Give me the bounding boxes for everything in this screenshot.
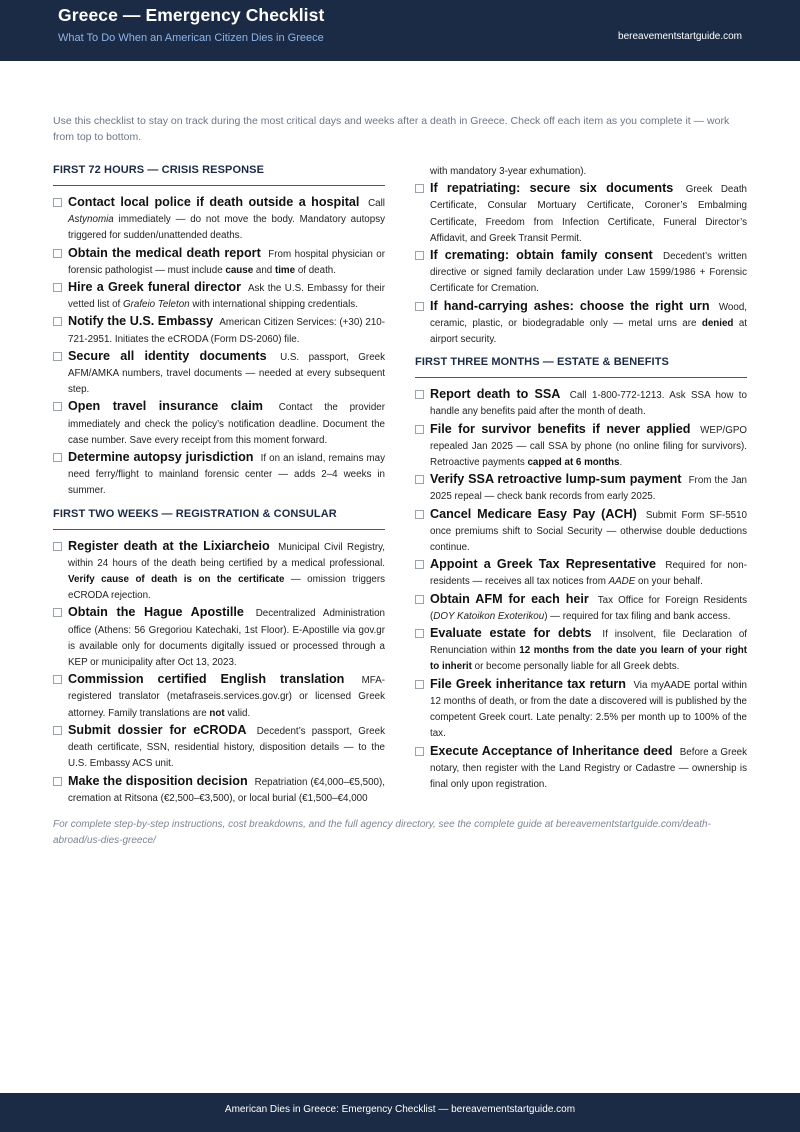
checklist-item	[415, 386, 747, 420]
checklist-item	[53, 398, 385, 449]
checklist-item-title: Cancel Medicare Easy Pay (ACH)	[430, 506, 637, 521]
checkbox[interactable]	[415, 560, 424, 569]
page-title: Greece — Emergency Checklist	[58, 5, 325, 25]
checkbox[interactable]	[415, 302, 424, 311]
checklist-item	[53, 671, 385, 722]
checklist-item-description: If insolvent, file Declaration of Renunciation within 12 months from the date you learn of your right to inherit or become personally liable for all Greek debts.	[430, 629, 747, 673]
checklist-item-title: Make the disposition decision	[68, 773, 248, 788]
section-heading-first-two-weeks: FIRST TWO WEEKS — REGISTRATION & CONSULAR	[53, 508, 385, 530]
checklist-item-title: If cremating: obtain family consent	[430, 248, 653, 263]
checklist-item-title: Notify the U.S. Embassy	[68, 314, 214, 329]
checklist-item	[53, 279, 385, 313]
checklist-item-description: Before a Greek notary, then register with the Land Registry or Cadastre — ownership is final only upon registration.	[430, 746, 748, 790]
checklist-item	[53, 449, 385, 500]
checklist-item-title: Secure all identity documents	[68, 348, 267, 363]
checklist-item-description: Call Astynomia immediately — do not move the body. Mandatory autopsy triggered for sudden/unattended deaths.	[68, 198, 385, 242]
checkbox[interactable]	[415, 510, 424, 519]
checklist-item	[415, 676, 747, 743]
checklist-item	[415, 180, 747, 247]
checklist-item-title: Obtain the Hague Apostille	[68, 605, 244, 620]
checklist-item-title: Hire a Greek funeral director	[68, 280, 242, 295]
checklist-item-description: Decentralized Administration office (Athens: 56 Gregoriou Katechaki, 1st Floor). E-Apostille via gov.gr is available only for documents digitally issued or processed through a KEP or municipality after Oct 13, 2023.	[68, 608, 386, 669]
checkbox[interactable]	[415, 680, 424, 689]
item-continuation: with mandatory 3-year exhumation).	[430, 166, 587, 177]
checkbox[interactable]	[53, 726, 62, 735]
checklist-first-72-hours	[53, 194, 385, 500]
checklist-item-title: Commission certified English translation	[68, 672, 345, 687]
checkbox[interactable]	[53, 777, 62, 786]
checkbox[interactable]	[53, 402, 62, 411]
checklist-item-description: MFA-registered translator (metafraseis.services.gov.gr) or licensed Greek attorney. Family translations are not valid.	[68, 675, 385, 719]
checklist-item	[415, 591, 747, 625]
checklist-item	[415, 247, 747, 298]
page-header	[0, 0, 800, 61]
checklist-item-description: Ask the U.S. Embassy for their vetted list of Grafeio Teleton with international shipping credentials.	[68, 283, 385, 311]
checkbox[interactable]	[53, 352, 62, 361]
checklist-item	[53, 245, 385, 279]
checklist-item-description: Tax Office for Foreign Residents (DOY Katoikon Exoterikou) — required for tax filing and bank access.	[430, 594, 748, 622]
checklist-item-title: Contact local police if death outside a hospital	[68, 195, 360, 209]
checkbox[interactable]	[53, 249, 62, 258]
checklist-item-description: Required for non-residents — receives all tax notices from AADE on your behalf.	[430, 560, 747, 588]
footer-text: American Dies in Greece: Emergency Checklist — bereavementstartguide.com	[224, 1104, 576, 1115]
checklist-item	[53, 538, 385, 605]
checkbox[interactable]	[53, 317, 62, 326]
checklist-item	[53, 194, 385, 245]
checkbox[interactable]	[415, 425, 424, 434]
checkbox[interactable]	[53, 608, 62, 617]
checklist-item-description: From hospital physician or forensic pathologist — must include cause and time of death.	[68, 248, 385, 276]
checklist-item-description: American Citizen Services: (+30) 210-721-2951. Initiates the eCRODA (Form DS-2060) file.	[68, 317, 385, 345]
checklist-item-title: Obtain the medical death report	[68, 245, 261, 260]
checklist-item-title: Register death at the Lixiarcheio	[68, 538, 270, 553]
checklist-item-description: U.S. passport, Greek AFM/AMKA numbers, travel documents — needed at every subsequent step.	[68, 351, 385, 396]
checklist-item	[53, 313, 385, 347]
checklist-item	[415, 421, 747, 472]
checklist-item	[53, 348, 385, 399]
checklist-item	[415, 556, 747, 590]
checklist-item-description: Greek Death Certificate, Consular Mortuary Certificate, Coroner’s Embalming Certificate, Freedom from Infection Certificate, Funeral Director’s Affidavit, and Greek Transit Permit.	[430, 184, 747, 244]
checklist-item-title: Execute Acceptance of Inheritance deed	[430, 743, 673, 758]
checkbox[interactable]	[415, 390, 424, 399]
checklist-first-two-weeks	[53, 538, 385, 807]
checklist-item-description: If on an island, remains may need ferry/flight to mainland forensic center — adds 2–4 weeks in summer.	[68, 453, 385, 497]
checklist-item	[53, 604, 385, 671]
checklist-item-title: Evaluate estate for debts	[430, 626, 592, 641]
checklist-item-title: File for survivor benefits if never applied	[430, 421, 691, 436]
checkbox[interactable]	[415, 475, 424, 484]
checklist-item-description: Repatriation (€4,000–€5,500), cremation at Ritsona (€2,500–€3,500), or local burial (€1,500–€4,000	[68, 776, 385, 804]
checklist-item-title: File Greek inheritance tax return	[430, 676, 626, 691]
checklist-item	[53, 773, 385, 807]
checklist-item-description: Wood, ceramic, plastic, or biodegradable only — metal urns are denied at airport security.	[430, 301, 747, 346]
page-footer	[0, 1093, 800, 1132]
checkbox[interactable]	[415, 629, 424, 638]
checklist-item-description: Municipal Civil Registry, within 24 hours of the death being certified by a medical professional. Verify cause of death is on the certificate — omission triggers eCRODA rejection.	[68, 541, 385, 602]
section-heading-first-three-months: FIRST THREE MONTHS — ESTATE & BENEFITS	[415, 356, 747, 378]
checklist-item-title: If hand-carrying ashes: choose the right urn	[430, 298, 710, 313]
checklist-item-title: Appoint a Greek Tax Representative	[430, 557, 656, 572]
site-link[interactable]: bereavementstartguide.com	[618, 31, 742, 42]
checklist-item-description: Via myAADE portal within 12 months of death, or from the date a discovered will is published by the competent Greek court. Late penalty: 2.5% per month up to 100% of the tax.	[430, 679, 747, 740]
checklist-item	[415, 298, 747, 349]
checklist-item-description: From the Jan 2025 repeal — check bank records from early 2025.	[430, 475, 747, 503]
page-subtitle: What To Do When an American Citizen Dies in Greece	[58, 32, 324, 44]
checkbox[interactable]	[53, 453, 62, 462]
checkbox[interactable]	[53, 198, 62, 207]
checklist-first-two-weeks-continued	[415, 180, 747, 348]
checklist-item-description: Decedent’s written directive or signed family declaration under Law 1599/1986 + Forensic Certificate for Cremation.	[430, 251, 747, 295]
checkbox[interactable]	[53, 283, 62, 292]
checklist-item-description: Contact the provider immediately and check the policy’s notification deadline. Document the case number. Save every receipt from this moment forward.	[68, 402, 385, 446]
checklist-item-title: Open travel insurance claim	[68, 399, 264, 414]
checklist-item-description: Call 1-800-772-1213. Ask SSA how to handle any benefits paid after the month of death.	[430, 390, 747, 418]
right-column	[415, 164, 747, 793]
checklist-item-description: WEP/GPO repealed Jan 2025 — call SSA by phone (no online filing for survivors). Retroactive payments capped at 6 months.	[430, 424, 747, 469]
checkbox[interactable]	[53, 675, 62, 684]
checklist-item-description: Submit Form SF-5510 once premiums shift to Social Security — otherwise double deductions continue.	[430, 509, 748, 554]
checklist-item-title: Determine autopsy jurisdiction	[68, 450, 254, 465]
checklist-item	[415, 743, 747, 794]
checklist-item-description: Decedent’s passport, Greek death certificate, SSN, residential history, disposition details — to the U.S. Embassy ACS unit.	[68, 725, 385, 770]
checklist-item-title: Submit dossier for eCRODA	[68, 722, 247, 737]
checklist-item	[415, 506, 747, 557]
section-heading-first-72-hours: FIRST 72 HOURS — CRISIS RESPONSE	[53, 164, 385, 186]
checklist-item	[53, 722, 385, 773]
checkbox[interactable]	[415, 251, 424, 260]
intro-text: Use this checklist to stay on track during the most critical days and weeks after a death in Greece. Check off each item as you complete it — work from top to bottom.	[53, 115, 730, 143]
checkbox[interactable]	[415, 184, 424, 193]
checklist-first-three-months	[415, 386, 747, 793]
left-column	[53, 164, 385, 807]
closing-note: For complete step-by-step instructions, cost breakdowns, and the full agency directory, see the complete guide at bereavementstartguide.com/death-abroad/us-dies-greece/	[53, 819, 711, 847]
checklist-item-title: Report death to SSA	[430, 387, 561, 402]
checkbox[interactable]	[415, 595, 424, 604]
checklist-item-title: Obtain AFM for each heir	[430, 591, 589, 606]
checklist-item-title: If repatriating: secure six documents	[430, 181, 674, 196]
checkbox[interactable]	[53, 542, 62, 551]
checklist-item	[415, 625, 747, 676]
checkbox[interactable]	[415, 747, 424, 756]
checklist-item	[415, 471, 747, 505]
checklist-item-title: Verify SSA retroactive lump-sum payment	[430, 472, 682, 487]
